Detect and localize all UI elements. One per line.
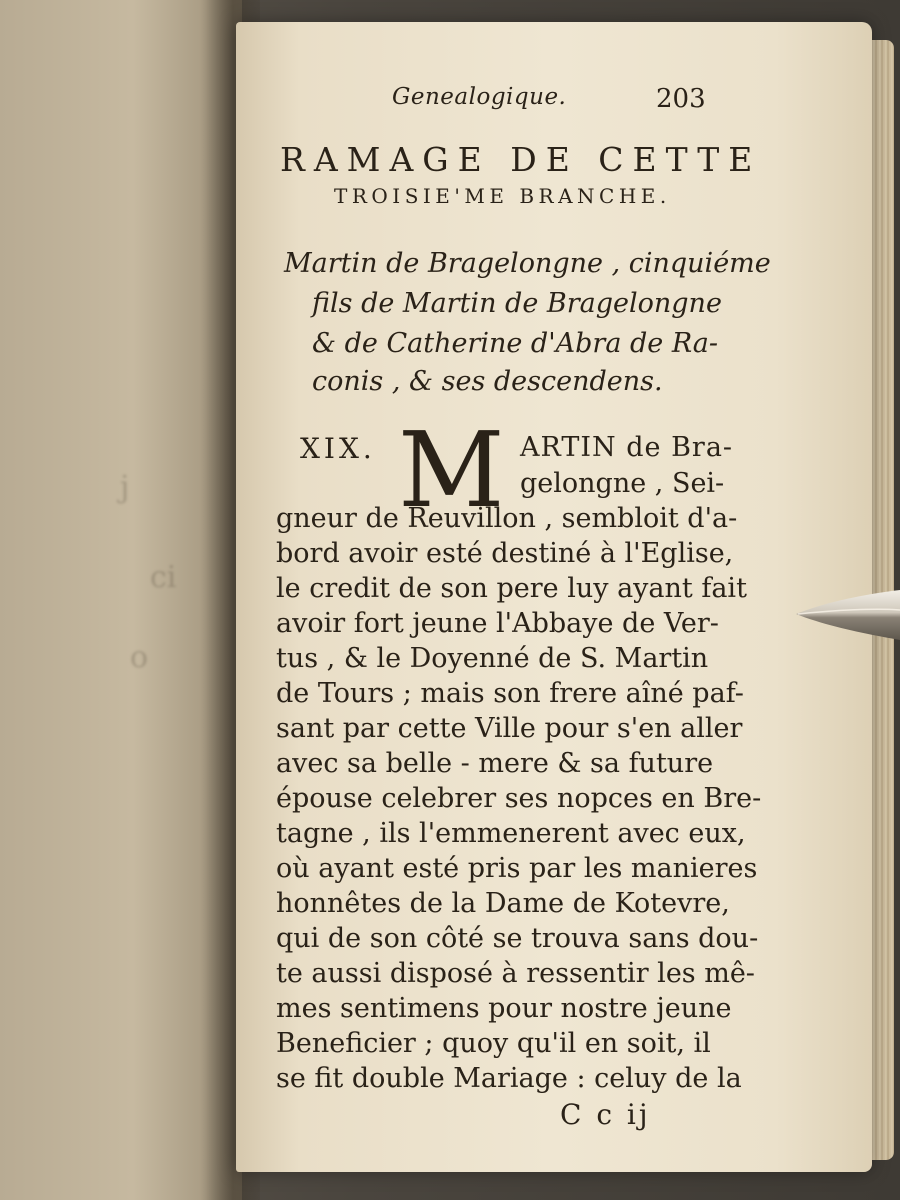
section-number: XIX. bbox=[300, 432, 376, 465]
body-line: épouse celebrer ses nopces en Bre- bbox=[276, 783, 762, 814]
ghost-text: ci bbox=[150, 560, 177, 595]
body-line: le credit de son pere luy ayant fait bbox=[276, 573, 747, 604]
body-line: Beneficier ; quoy qu'il en soit, il bbox=[276, 1028, 711, 1059]
ghost-text: o bbox=[130, 640, 149, 675]
body-line: gneur de Reuvillon , sembloit d'a- bbox=[276, 503, 738, 534]
body-line: sant par cette Ville pour s'en aller bbox=[276, 713, 743, 744]
body-line: honnêtes de la Dame de Kotevre, bbox=[276, 888, 730, 919]
signature-mark: C c ij bbox=[560, 1098, 651, 1131]
subheading-line: conis , & ses descendens. bbox=[312, 366, 663, 397]
ghost-text: j bbox=[120, 470, 130, 505]
subheading-line: & de Catherine d'Abra de Ra- bbox=[312, 328, 719, 359]
body-line: de Tours ; mais son frere aîné paf- bbox=[276, 678, 744, 709]
body-line: tus , & le Doyenné de S. Martin bbox=[276, 643, 709, 674]
running-head: Genealogique. bbox=[392, 84, 567, 110]
body-line: gelongne , Sei- bbox=[520, 468, 725, 499]
body-line: bord avoir esté destiné à l'Eglise, bbox=[276, 538, 734, 569]
drop-cap: M bbox=[398, 409, 505, 531]
body-line: mes sentimens pour nostre jeune bbox=[276, 993, 732, 1024]
body-line: avoir fort jeune l'Abbaye de Ver- bbox=[276, 608, 719, 639]
page-number: 203 bbox=[656, 84, 706, 114]
bookmark-blade-icon bbox=[796, 588, 900, 644]
body-line: te aussi disposé à ressentir les mê- bbox=[276, 958, 755, 989]
title-line-2: TROISIE'ME BRANCHE. bbox=[334, 184, 671, 208]
body-first-line: ARTIN de Bra- bbox=[520, 432, 734, 463]
body-line: se fit double Mariage : celuy de la bbox=[276, 1063, 742, 1094]
subheading-line: fils de Martin de Bragelongne bbox=[312, 288, 722, 319]
body-line: tagne , ils l'emmenerent avec eux, bbox=[276, 818, 746, 849]
body-line: avec sa belle - mere & sa future bbox=[276, 748, 714, 779]
body-line: où ayant esté pris par les manieres bbox=[276, 853, 758, 884]
subheading-line: Martin de Bragelongne , cinquiéme bbox=[284, 248, 771, 279]
title-line-1: RAMAGE DE CETTE bbox=[280, 140, 762, 179]
body-line: qui de son côté se trouva sans dou- bbox=[276, 923, 759, 954]
